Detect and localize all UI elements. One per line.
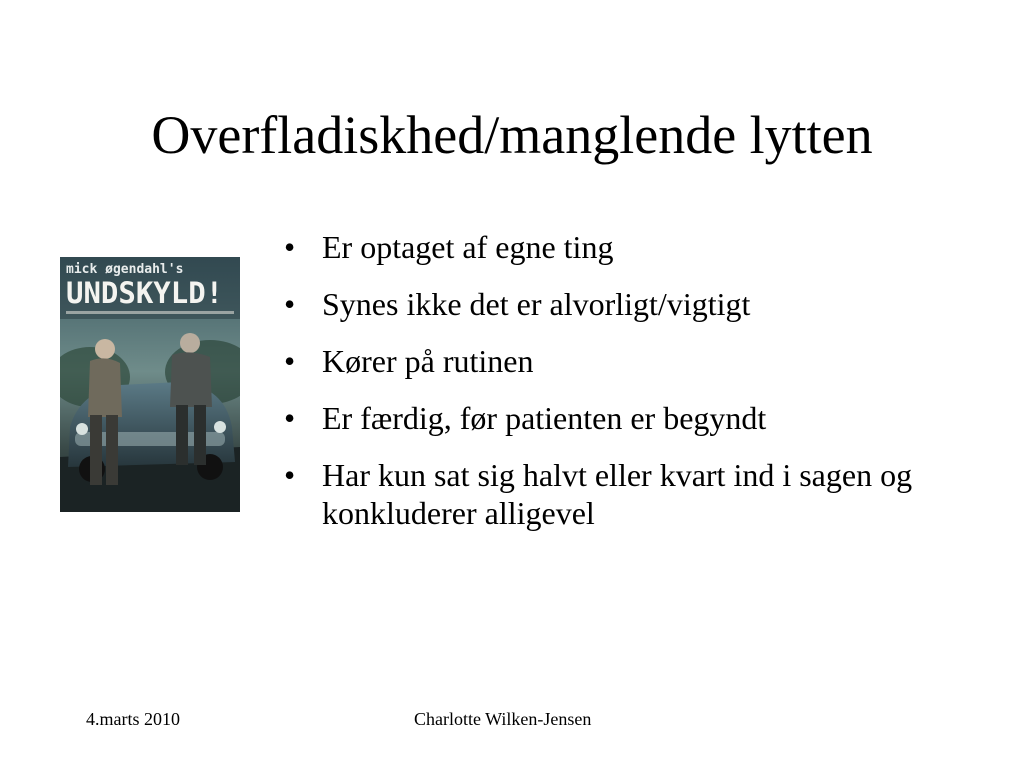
bullet-text: Kører på rutinen (322, 343, 534, 379)
bullet-marker: • (284, 457, 296, 493)
bullet-text: Synes ikke det er alvorligt/vigtigt (322, 286, 751, 322)
movie-poster-image (60, 257, 240, 512)
slide-title: Overfladiskhed/manglende lytten (151, 105, 873, 165)
footer-author: Charlotte Wilken-Jensen (414, 709, 592, 729)
bullet-list (282, 228, 932, 551)
bullet-item (282, 399, 932, 437)
poster-title: UNDSKYLD! (66, 276, 224, 310)
bullet-item (282, 228, 932, 266)
bullet-marker: • (284, 400, 296, 436)
footer-date: 4.marts 2010 (86, 709, 180, 729)
bullet-marker: • (284, 286, 296, 322)
bullet-item (282, 285, 932, 323)
bullet-item (282, 342, 932, 380)
bullet-text: Har kun sat sig halvt eller kvart ind i sagen og konkluderer alligevel (322, 457, 913, 531)
bullet-marker: • (284, 229, 296, 265)
bullet-item (282, 456, 932, 532)
bullet-text: Er optaget af egne ting (322, 229, 614, 265)
bullet-text: Er færdig, før patienten er begyndt (322, 400, 767, 436)
poster-top-line: mick øgendahl's (66, 262, 184, 277)
bullet-marker: • (284, 343, 296, 379)
